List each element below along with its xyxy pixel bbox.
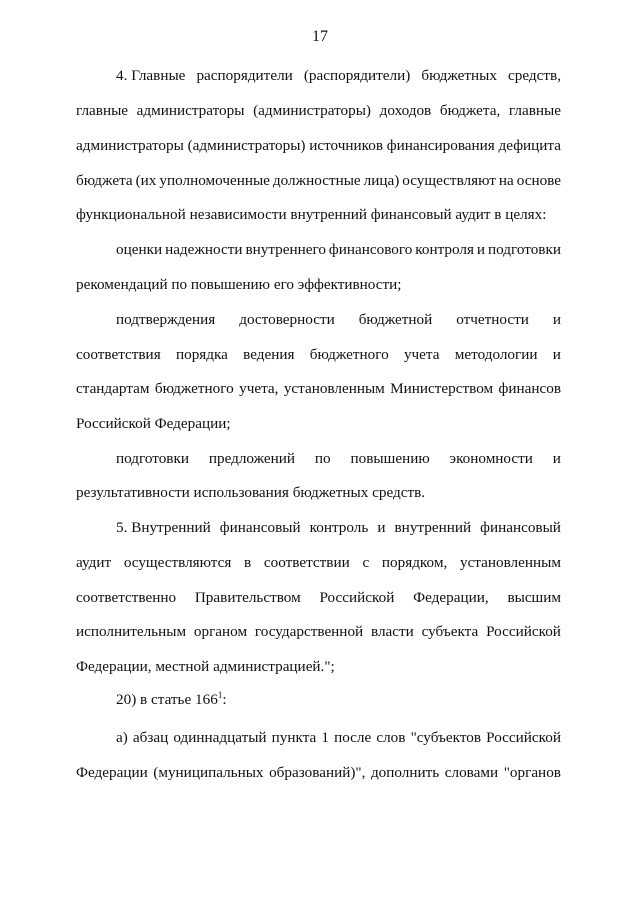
paragraph-4-line-1 <box>116 66 561 86</box>
word: дефицита <box>498 137 561 154</box>
paragraph-5-line-3 <box>76 588 561 608</box>
word: органом <box>193 623 248 640</box>
word: распорядители <box>196 67 293 84</box>
word: (распорядители) <box>303 67 411 84</box>
subitem-1-line-1 <box>116 240 561 260</box>
word: 4. Главные <box>116 67 186 84</box>
word: Правительством <box>194 589 301 606</box>
word: источников <box>309 137 384 154</box>
paragraph-5-line-2 <box>76 553 561 573</box>
subitem-3-line-1 <box>116 449 561 469</box>
word: учета <box>403 346 440 363</box>
word: доходов <box>379 102 432 119</box>
word: оценки <box>116 241 163 258</box>
word: достоверности <box>239 311 335 328</box>
item-20-colon: : <box>222 691 227 708</box>
word: аудит <box>76 554 112 571</box>
word: (администраторы) <box>253 102 371 119</box>
subitem-2-line-4: Российской Федерации; <box>76 415 231 432</box>
word: в <box>244 554 252 571</box>
word: Федерации <box>76 764 148 781</box>
word: порядка <box>175 346 228 363</box>
word: и <box>552 450 561 467</box>
subitem-2-line-1 <box>116 310 561 330</box>
word: бюджетного <box>154 380 234 397</box>
word: Министерством <box>390 380 494 397</box>
word: внутреннего <box>245 241 326 258</box>
word: соответствия <box>76 346 161 363</box>
word: и <box>476 241 486 258</box>
page-number: 17 <box>312 28 328 45</box>
word: подготовки <box>488 241 561 258</box>
word: словами <box>444 764 499 781</box>
subitem-1-line-2: рекомендаций по повышению его эффективности; <box>76 276 402 293</box>
word: 5. Внутренний <box>116 519 211 536</box>
word: и <box>377 519 386 536</box>
item-a-line-2 <box>76 763 561 783</box>
word: бюджета, <box>439 102 501 119</box>
word: основе <box>516 172 561 189</box>
word: одиннадцатый <box>173 729 267 746</box>
word: (администраторы) <box>187 137 306 154</box>
paragraph-4-line-4 <box>76 171 561 191</box>
word: бюджетных <box>421 67 497 84</box>
item-20-text: 20) в статье 166 <box>116 691 218 708</box>
word: пункта <box>271 729 317 746</box>
word: должностные <box>272 172 361 189</box>
word: бюджетного <box>309 346 389 363</box>
word: Российской <box>319 589 395 606</box>
paragraph-4-line-3 <box>76 136 561 156</box>
word: средств, <box>508 67 561 84</box>
item-20-superscript: 1 <box>217 690 223 700</box>
word: высшим <box>507 589 561 606</box>
paragraph-4-line-2 <box>76 101 561 121</box>
word: образований)", <box>269 764 366 781</box>
word: а) <box>116 729 128 746</box>
paragraph-4-line-5: функциональной независимости внутренний финансовый аудит в целях: <box>76 206 547 223</box>
word: субъекта <box>421 623 479 640</box>
word: внутренний <box>394 519 472 536</box>
word: лица) <box>363 172 400 189</box>
word: бюджета <box>76 172 133 189</box>
word: контроля <box>415 241 474 258</box>
item-a-line-1 <box>116 728 561 748</box>
word: Российской <box>486 623 561 640</box>
word: отчетности <box>456 311 529 328</box>
word: подготовки <box>116 450 189 467</box>
word: 1 <box>321 729 329 746</box>
paragraph-5-line-5: Федерации, местной администрацией."; <box>76 658 335 675</box>
word: "органов <box>503 764 561 781</box>
word: и <box>552 311 561 328</box>
word: финансового <box>328 241 413 258</box>
word: контроль <box>309 519 369 536</box>
word: (их <box>135 172 157 189</box>
word: государственной <box>254 623 364 640</box>
word: подтверждения <box>116 311 216 328</box>
word: Российской <box>486 729 561 746</box>
word: соответствии <box>263 554 350 571</box>
word: финансов <box>498 380 561 397</box>
word: (муниципальных <box>153 764 264 781</box>
word: дополнить <box>370 764 440 781</box>
subitem-2-line-2 <box>76 345 561 365</box>
word: после <box>334 729 372 746</box>
word: порядком, <box>381 554 448 571</box>
word: финансирования <box>386 137 495 154</box>
word: Федерации, <box>413 589 489 606</box>
word: осуществляются <box>123 554 232 571</box>
item-20-heading <box>116 690 227 710</box>
subitem-3-line-2: результативности использования бюджетных средств. <box>76 484 426 501</box>
word: финансовый <box>480 519 561 536</box>
paragraph-5-line-4 <box>76 622 561 642</box>
word: администраторы <box>76 137 184 154</box>
word: главные <box>508 102 561 119</box>
word: "субъектов <box>410 729 482 746</box>
word: соответственно <box>76 589 177 606</box>
word: учета, <box>239 380 279 397</box>
word: администраторы <box>136 102 245 119</box>
word: бюджетной <box>358 311 433 328</box>
word: с <box>362 554 370 571</box>
word: уполномоченные <box>159 172 270 189</box>
word: власти <box>371 623 414 640</box>
word: установленным <box>459 554 561 571</box>
word: финансовый <box>219 519 301 536</box>
word: осуществляют <box>402 172 496 189</box>
word: исполнительным <box>76 623 187 640</box>
subitem-2-line-3 <box>76 379 561 399</box>
word: на <box>498 172 514 189</box>
word: слов <box>376 729 406 746</box>
paragraph-5-line-1 <box>116 518 561 538</box>
word: абзац <box>132 729 169 746</box>
word: предложений <box>208 450 296 467</box>
word: ведения <box>243 346 295 363</box>
word: методологии <box>454 346 538 363</box>
word: экономности <box>449 450 533 467</box>
word: установленным <box>283 380 385 397</box>
word: надежности <box>165 241 243 258</box>
word: стандартам <box>76 380 150 397</box>
word: главные <box>76 102 129 119</box>
word: повышению <box>350 450 430 467</box>
word: по <box>314 450 331 467</box>
word: и <box>552 346 561 363</box>
